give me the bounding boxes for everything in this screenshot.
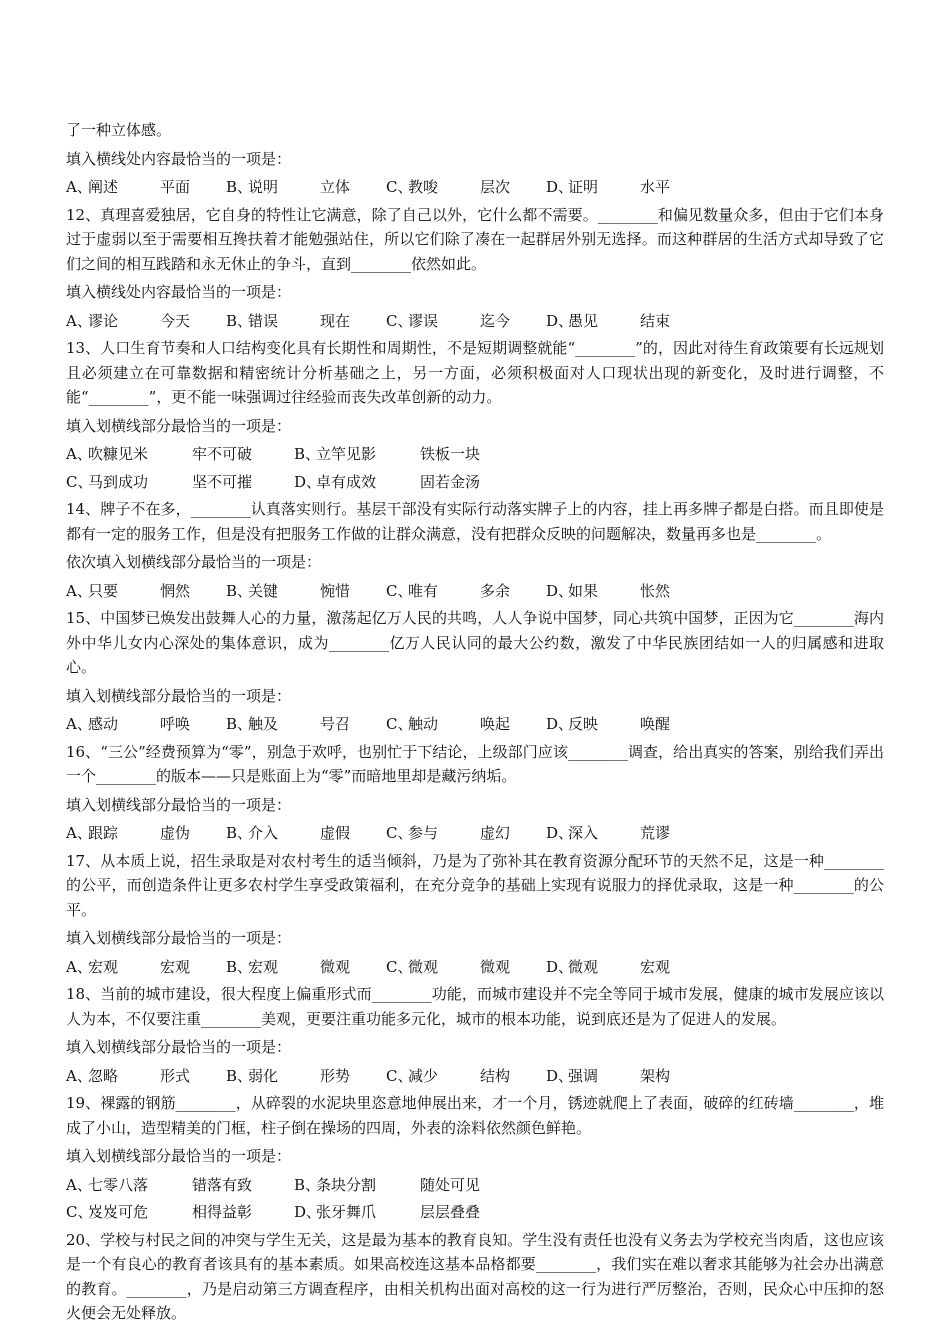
option-label: C、 xyxy=(386,715,413,733)
option-label: A、 xyxy=(66,1066,92,1085)
answer-option xyxy=(66,821,226,846)
option-label: B、 xyxy=(226,311,253,330)
answer-option xyxy=(294,1200,522,1225)
question-prompt: 依次填入划横线部分最恰当的一项是： xyxy=(66,553,322,571)
option-first-word: 七零八落 xyxy=(88,1175,149,1194)
answer-option xyxy=(546,579,706,604)
answer-options-row xyxy=(66,175,884,200)
option-label: D、 xyxy=(546,1066,574,1085)
option-first-word: 岌岌可危 xyxy=(88,1203,149,1221)
option-first-word: 教唆 xyxy=(408,178,439,196)
question-text: 20、学校与村民之间的冲突与学生无关，这是最为基本的教育良知。学生没有责任也没有义务去为学校充当肉盾，这也应该是一个有良心的教育者该具有的基本素质。如果高校连这基本品格都要________，我们实在难以奢求其能够为社会办出满意的教育。________，乃是启动第三方调查程序，由相关机构出面对高校的这一行为进行严厉整治，否则，民众心中压抑的怒火便会无处释放。 xyxy=(66,1230,884,1322)
option-first-word: 谬论 xyxy=(88,311,119,330)
answer-option xyxy=(66,309,226,334)
answer-option xyxy=(66,712,226,737)
option-second-word: 牢不可破 xyxy=(192,445,253,463)
question-text: 15、中国梦已焕发出鼓舞人心的力量，激荡起亿万人民的共鸣，人人争说中国梦，同心共筑中国梦，正因为它________海内外中华儿女内心深处的集体意识，成为________亿万人民认同的最大公约数，激发了中华民族团结如一人的归属感和进取心。 xyxy=(66,609,884,676)
option-second-word: 架构 xyxy=(640,1066,671,1085)
option-label: D、 xyxy=(546,311,574,330)
option-first-word: 只要 xyxy=(88,581,119,600)
answer-option xyxy=(546,175,706,200)
option-first-word: 关键 xyxy=(248,581,279,600)
answer-option xyxy=(546,1064,706,1089)
option-label: D、 xyxy=(546,824,574,842)
option-second-word: 水平 xyxy=(640,178,671,196)
option-second-word: 号召 xyxy=(320,715,351,733)
option-first-word: 谬误 xyxy=(408,311,439,330)
answer-option xyxy=(226,1064,386,1089)
option-first-word: 触及 xyxy=(248,715,279,733)
option-label: C、 xyxy=(386,824,413,842)
question-text: 19、裸露的钢筋________，从碎裂的水泥块里恣意地伸展出来，才一个月，锈迹就爬上了表面，破碎的红砖墙________，堆成了小山，造型精美的门框，柱子倒在操场的四周，外表的涂料依然颜色鲜艳。 xyxy=(66,1094,884,1137)
option-label: C、 xyxy=(386,957,413,976)
question-text: 12、真理喜爱独居，它自身的特性让它满意，除了自己以外，它什么都不需要。________和偏见数量众多，但由于它们本身过于虚弱以至于需要相互搀扶着才能勉强站住，所以它们除了凑在一起群居外别无选择。而这种群居的生活方式却导致了它们之间的相互践踏和永无休止的争斗，直到________依然如此。 xyxy=(66,205,884,273)
answer-option xyxy=(66,470,294,495)
option-first-word: 介入 xyxy=(248,824,279,842)
option-first-word: 立竿见影 xyxy=(316,445,377,463)
option-second-word: 呼唤 xyxy=(160,715,191,733)
option-label: C、 xyxy=(66,1203,93,1221)
option-first-word: 弱化 xyxy=(248,1066,279,1085)
option-second-word: 相得益彰 xyxy=(192,1203,253,1221)
answer-option xyxy=(386,1064,546,1089)
option-second-word: 随处可见 xyxy=(420,1175,481,1194)
document-body xyxy=(66,118,884,1330)
answer-options-row xyxy=(66,309,884,334)
option-first-word: 微观 xyxy=(408,957,439,976)
option-second-word: 荒谬 xyxy=(640,824,671,842)
option-second-word: 层层叠叠 xyxy=(420,1203,481,1221)
option-second-word: 宏观 xyxy=(640,957,671,976)
question-text: 14、牌子不在多，________认真落实则行。基层干部没有实际行动落实牌子上的内容，挂上再多牌子都是白搭。而且即使是都有一定的服务工作，但是没有把服务工作做的让群众满意，没有把群众反映的问题解决，数量再多也是________。 xyxy=(66,500,884,543)
option-label: B、 xyxy=(226,1066,253,1085)
option-second-word: 微观 xyxy=(320,957,351,976)
option-second-word: 惘然 xyxy=(160,581,191,600)
answer-option xyxy=(66,579,226,604)
answer-options-row xyxy=(66,1064,884,1089)
question-prompt: 填入横线处内容最恰当的一项是： xyxy=(66,283,292,301)
answer-option xyxy=(66,175,226,200)
question-text: 18、当前的城市建设，很大程度上偏重形式而________功能，而城市建设并不完全等同于城市发展，健康的城市发展应该以人为本，不仅要注重________美观，更要注重功能多元化，城市的根本功能，说到底还是为了促进人的发展。 xyxy=(66,985,884,1028)
answer-option xyxy=(294,470,522,495)
option-label: A、 xyxy=(66,1175,92,1194)
option-first-word: 唯有 xyxy=(408,581,439,600)
option-label: D、 xyxy=(546,178,574,196)
question-prompt: 填入划横线部分最恰当的一项是： xyxy=(66,1038,292,1056)
answer-option xyxy=(294,1173,522,1198)
option-second-word: 固若金汤 xyxy=(420,472,481,491)
option-label: A、 xyxy=(66,957,92,976)
answer-option xyxy=(546,712,706,737)
option-second-word: 平面 xyxy=(160,178,191,196)
option-second-word: 虚假 xyxy=(320,824,351,842)
option-second-word: 错落有致 xyxy=(192,1175,253,1194)
option-second-word: 惋惜 xyxy=(320,581,351,600)
option-label: D、 xyxy=(294,1203,322,1221)
answer-options-row xyxy=(66,712,884,737)
option-label: C、 xyxy=(386,311,413,330)
option-second-word: 微观 xyxy=(480,957,511,976)
option-first-word: 马到成功 xyxy=(88,472,149,491)
option-first-word: 宏观 xyxy=(248,957,279,976)
question-prompt: 填入划横线部分最恰当的一项是： xyxy=(66,686,292,705)
option-first-word: 减少 xyxy=(408,1066,439,1085)
option-first-word: 跟踪 xyxy=(88,824,119,842)
option-second-word: 形式 xyxy=(160,1066,191,1085)
option-second-word: 现在 xyxy=(320,311,351,330)
question-text: 了一种立体感。 xyxy=(66,121,172,139)
option-second-word: 虚幻 xyxy=(480,824,511,842)
answer-option xyxy=(66,955,226,980)
option-label: A、 xyxy=(66,178,92,196)
option-label: B、 xyxy=(226,824,253,842)
answer-option xyxy=(66,1200,294,1225)
option-second-word: 宏观 xyxy=(160,957,191,976)
option-second-word: 形势 xyxy=(320,1066,351,1085)
answer-option xyxy=(66,442,294,467)
option-second-word: 多余 xyxy=(480,581,511,600)
question-prompt: 填入划横线部分最恰当的一项是： xyxy=(66,416,292,435)
option-first-word: 强调 xyxy=(568,1066,599,1085)
answer-option xyxy=(386,955,546,980)
option-second-word: 唤起 xyxy=(480,715,511,733)
option-first-word: 阐述 xyxy=(88,178,119,196)
option-label: B、 xyxy=(226,957,253,976)
option-label: B、 xyxy=(226,178,253,196)
option-first-word: 感动 xyxy=(88,715,119,733)
answer-options-row xyxy=(66,821,884,846)
answer-options-row xyxy=(66,579,884,604)
answer-options-row xyxy=(66,955,884,980)
option-second-word: 结束 xyxy=(640,311,671,330)
question-prompt: 填入横线处内容最恰当的一项是： xyxy=(66,149,292,168)
option-first-word: 忽略 xyxy=(88,1066,119,1085)
answer-option xyxy=(546,309,706,334)
answer-option xyxy=(226,821,386,846)
option-second-word: 立体 xyxy=(320,178,351,196)
option-label: C、 xyxy=(66,472,93,491)
answer-option xyxy=(226,309,386,334)
option-label: D、 xyxy=(546,957,574,976)
option-label: A、 xyxy=(66,824,92,842)
option-label: B、 xyxy=(294,1175,321,1194)
option-label: A、 xyxy=(66,311,92,330)
option-first-word: 参与 xyxy=(408,824,439,842)
option-first-word: 说明 xyxy=(248,178,279,196)
answer-option xyxy=(386,579,546,604)
option-second-word: 迄今 xyxy=(480,311,511,330)
option-second-word: 层次 xyxy=(480,178,511,196)
option-first-word: 张牙舞爪 xyxy=(316,1203,377,1221)
question-text: 17、从本质上说，招生录取是对农村考生的适当倾斜，乃是为了弥补其在教育资源分配环节的天然不足，这是一种________的公平，而创造条件让更多农村学生享受政策福利，在充分竞争的基础上实现有说服力的择优录取，这是一种________的公平。 xyxy=(66,851,884,919)
option-label: A、 xyxy=(66,581,92,600)
answer-option xyxy=(546,955,706,980)
option-second-word: 铁板一块 xyxy=(420,445,481,463)
option-second-word: 坚不可摧 xyxy=(192,472,253,491)
option-label: B、 xyxy=(226,715,253,733)
option-label: D、 xyxy=(546,581,574,600)
answer-options-row xyxy=(66,1200,884,1225)
option-first-word: 条块分割 xyxy=(316,1175,377,1194)
option-first-word: 愚见 xyxy=(568,311,599,330)
option-label: D、 xyxy=(294,472,322,491)
question-text: 13、人口生育节奏和人口结构变化具有长期性和周期性，不是短期调整就能“________”的，因此对待生育政策要有长远规划且必须建立在可靠数据和精密统计分析基础之上，另一方面，必须积极面对人口现状出现的新变化，及时进行调整，不能“________”，更不能一味强调过往经验而丧失改革创新的动力。 xyxy=(66,339,884,406)
option-first-word: 深入 xyxy=(568,824,599,842)
answer-option xyxy=(226,712,386,737)
option-second-word: 今天 xyxy=(160,311,191,330)
answer-option xyxy=(226,955,386,980)
option-first-word: 触动 xyxy=(408,715,439,733)
option-label: B、 xyxy=(294,445,321,463)
answer-options-row xyxy=(66,1173,884,1198)
option-first-word: 卓有成效 xyxy=(316,472,377,491)
answer-option xyxy=(386,175,546,200)
question-prompt: 填入划横线部分最恰当的一项是： xyxy=(66,929,292,947)
option-first-word: 如果 xyxy=(568,581,599,600)
answer-options-row xyxy=(66,470,884,495)
answer-option xyxy=(66,1173,294,1198)
answer-option xyxy=(546,821,706,846)
answer-option xyxy=(294,442,522,467)
option-label: D、 xyxy=(546,715,574,733)
question-text: 16、“三公”经费预算为“零”，别急于欢呼，也别忙于下结论，上级部门应该________调查，给出真实的答案，别给我们弄出一个________的版本——只是账面上为“零”而暗地里却是藏污纳垢。 xyxy=(66,742,884,785)
option-second-word: 虚伪 xyxy=(160,824,191,842)
option-first-word: 证明 xyxy=(568,178,599,196)
option-second-word: 怅然 xyxy=(640,581,671,600)
answer-option xyxy=(66,1064,226,1089)
answer-option xyxy=(386,712,546,737)
option-label: C、 xyxy=(386,178,413,196)
option-label: A、 xyxy=(66,715,92,733)
answer-options-row xyxy=(66,442,884,467)
option-first-word: 错误 xyxy=(248,311,279,330)
question-prompt: 填入划横线部分最恰当的一项是： xyxy=(66,1147,292,1165)
option-label: A、 xyxy=(66,445,92,463)
answer-option xyxy=(226,579,386,604)
option-label: C、 xyxy=(386,1066,413,1085)
option-first-word: 吹糠见米 xyxy=(88,445,149,463)
option-label: B、 xyxy=(226,581,253,600)
question-prompt: 填入划横线部分最恰当的一项是： xyxy=(66,795,292,814)
answer-option xyxy=(386,821,546,846)
option-first-word: 微观 xyxy=(568,957,599,976)
option-second-word: 唤醒 xyxy=(640,715,671,733)
answer-option xyxy=(386,309,546,334)
option-second-word: 结构 xyxy=(480,1066,511,1085)
answer-option xyxy=(226,175,386,200)
option-first-word: 宏观 xyxy=(88,957,119,976)
option-label: C、 xyxy=(386,581,413,600)
option-first-word: 反映 xyxy=(568,715,599,733)
